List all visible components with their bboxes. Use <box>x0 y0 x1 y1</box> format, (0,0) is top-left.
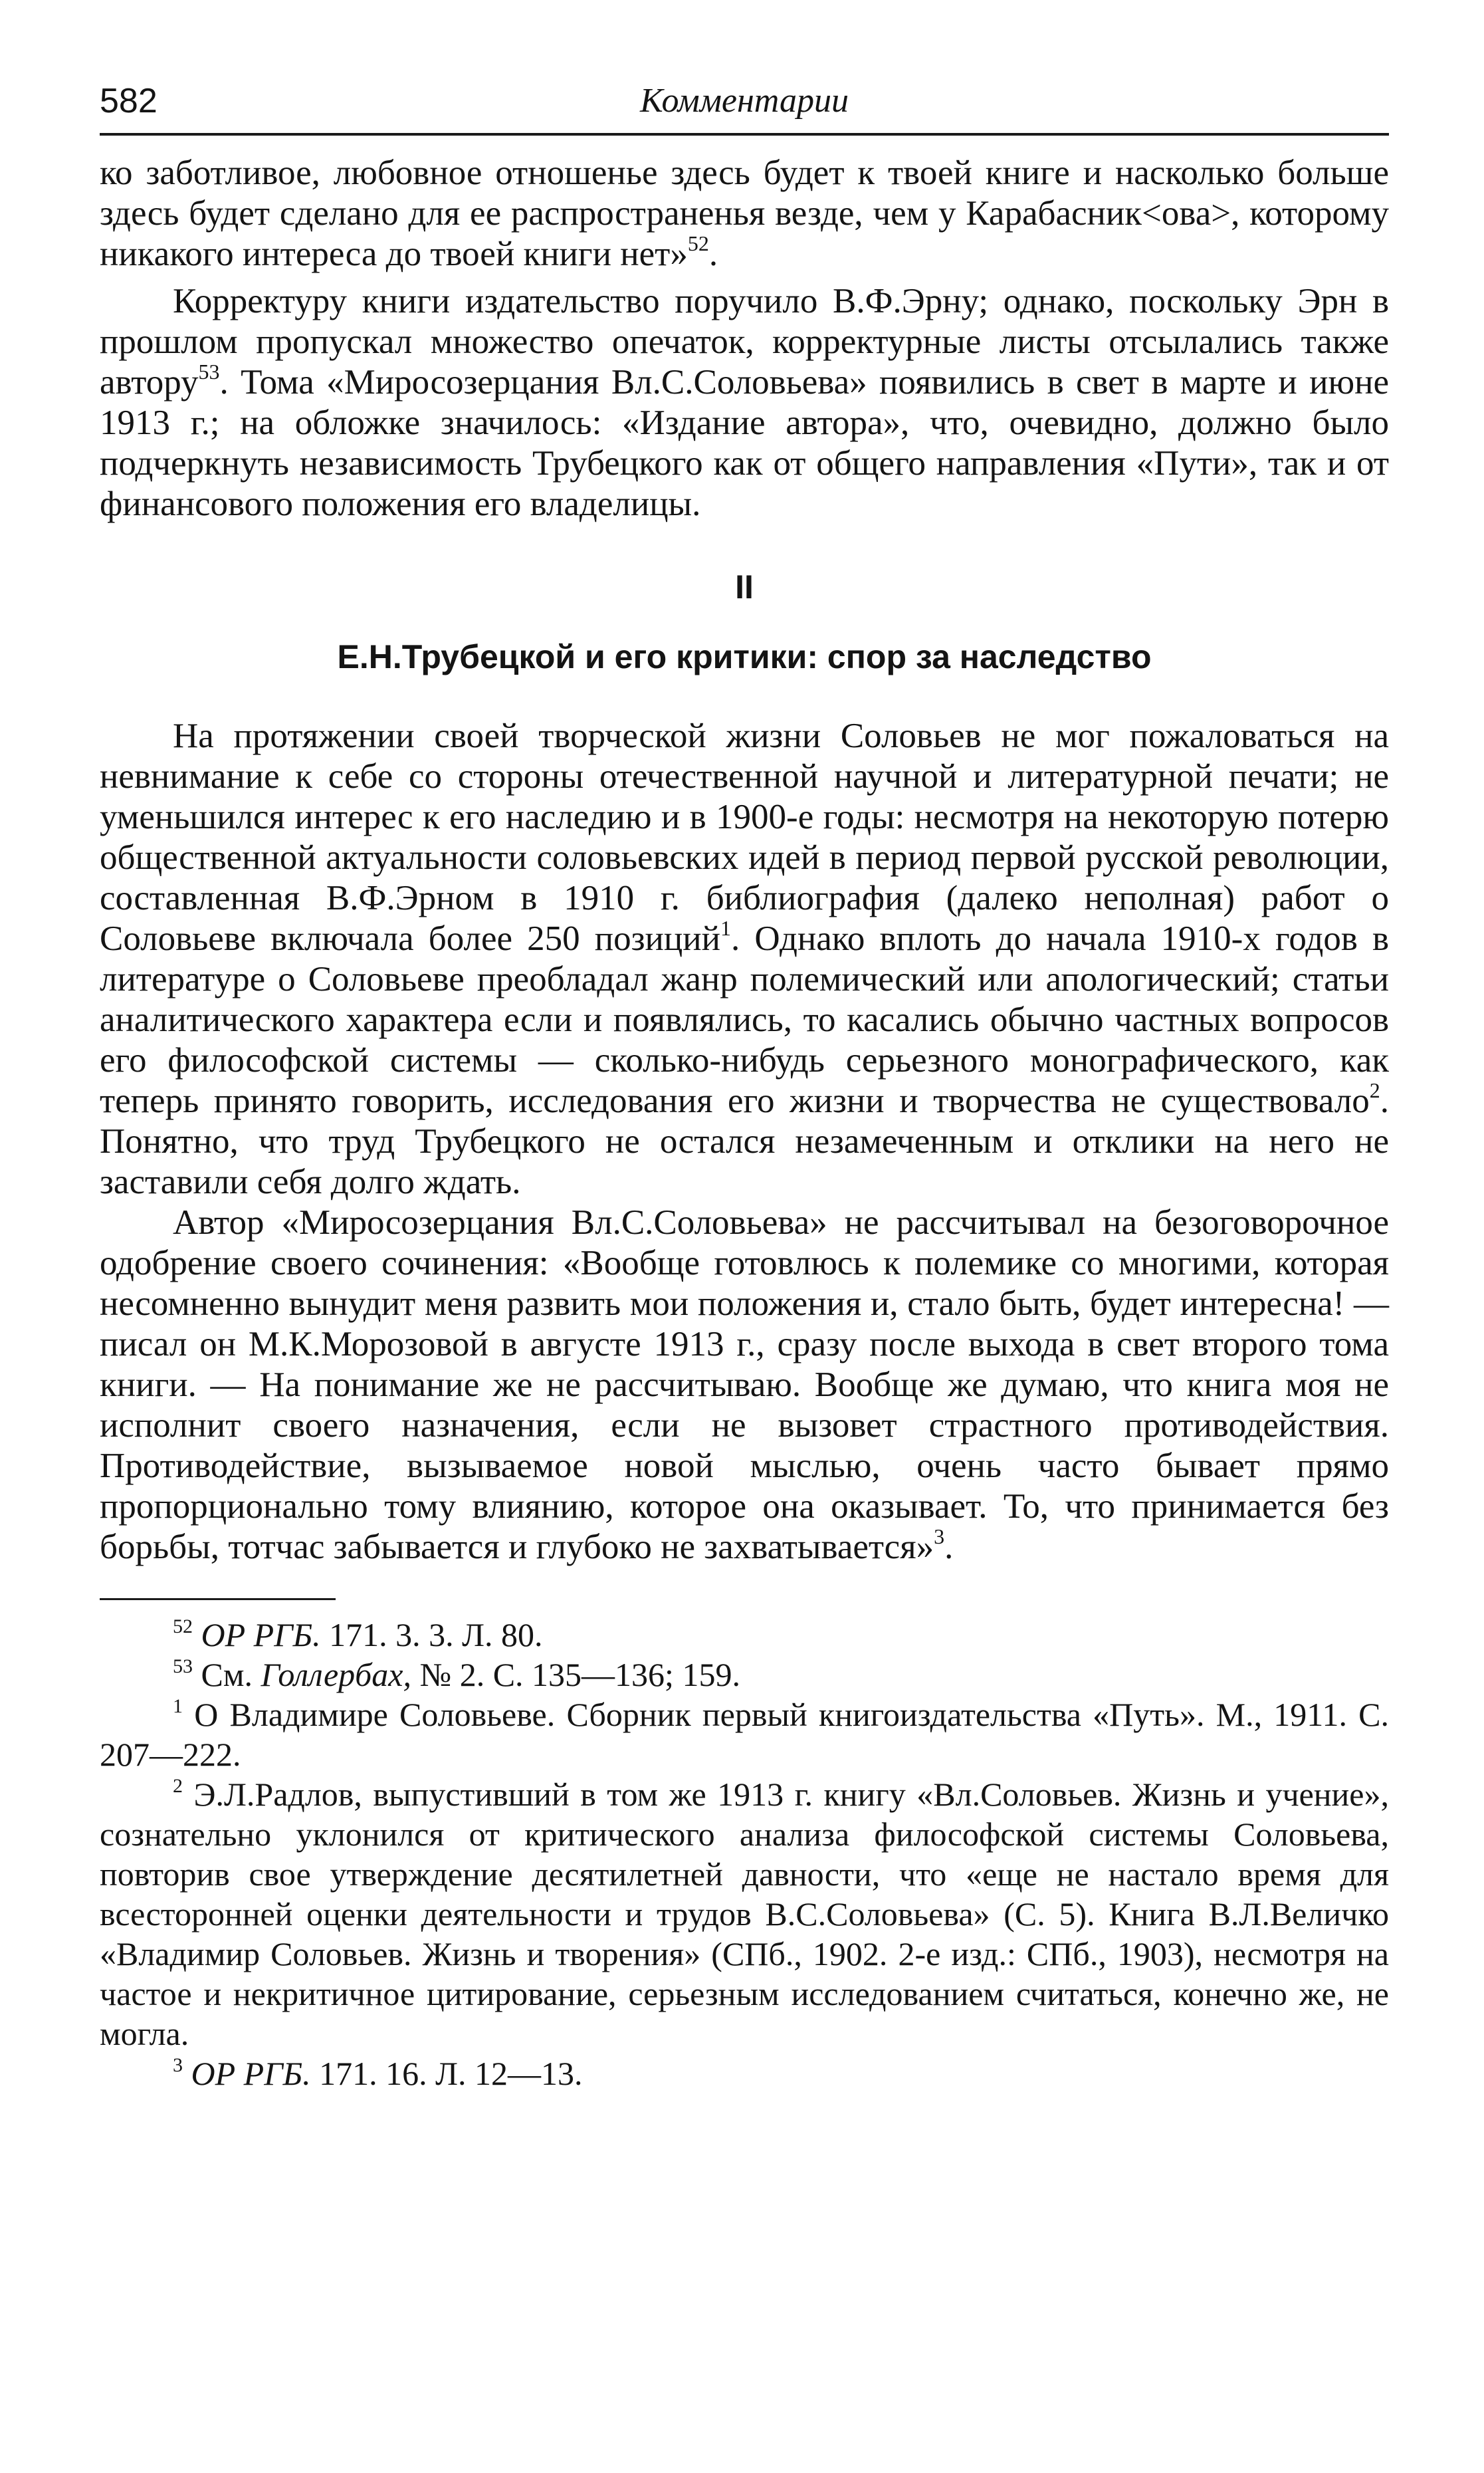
footnote-divider <box>100 1598 336 1600</box>
footnote-ref: 53 <box>198 360 220 384</box>
footnote-ref: 3 <box>934 1524 945 1548</box>
footnotes <box>100 1615 1389 2093</box>
section-number: II <box>735 568 754 606</box>
page-header <box>100 73 1389 136</box>
paragraph-author-quote: Автор «Миросозерцания Вл.С.Соловьева» не рассчитывал на безоговорочное одобрение своего сочинения: «Вообще готовлюсь к полемике со многими, которая несомненно вынудит меня развить мои положения и, стало быть, будет интересна! — писал он М.К.Морозовой в августе 1913 г., сразу после выхода в свет второго тома книги. — На понимание же не рассчитываю. Вообще же думаю, что книга моя не исполнит своего назначения, если не вызовет страстного противодействия. Противодействие, вызываемое новой мыслью, очень часто бывает прямо пропорционально тому влиянию, которое она оказывает. То, что принимается без борьбы, тотчас забывается и глубоко не захватывается»$^3$. <box>100 1203 1389 1566</box>
paragraph-reception: На протяжении своей творческой жизни Соловьев не мог пожаловаться на невнимание к себе со стороны отечественной научной и литературной печати; не уменьшился интерес к его наследию и в 1900-е годы: несмотря на некоторую потерю общественной актуальности соловьевских идей в период первой русской революции, составленная В.Ф.Эрном в 1910 г. библиография (далеко неполная) работ о Соловьеве включала более 250 позиций$^1$. Однако вплоть до начала 1910-х годов в литературе о Соловьеве преобладал жанр полемический или апологический; статьи аналитического характера если и появлялись, то касались обычно частных вопросов его философской системы — сколько-нибудь серьезного монографического, как теперь принято говорить, исследования его жизни и творчества не существовало$^2$. Понятно, что труд Трубецкого не остался незамеченным и отклики на него не заставили себя долго ждать. <box>100 717 1389 1201</box>
paragraph-continued: ко заботливое, любовное отношенье здесь будет к твоей книге и насколько больше здесь будет сделано для ее распространенья везде, чем у Карабасник<ова>, которому никакого интереса до твоей книги нет»$^{52}$. <box>100 154 1389 273</box>
main-text <box>100 153 1389 1568</box>
footnote-1: $^1$ О Владимире Соловьеве. Сборник первый книгоиздательства «Путь». М., 1911. С. 207—222. <box>100 1695 1389 1773</box>
footnote-ref: 1 <box>720 916 731 940</box>
footnote-52: $^{52}$ ОР РГБ. 171. 3. 3. Л. 80. <box>173 1615 543 1653</box>
footnote-2: $^2$ Э.Л.Радлов, выпустивший в том же 1913 г. книгу «Вл.Соловьев. Жизнь и учение», сознательно уклонился от критического анализа философской системы Соловьева, повторив свое утверждение десятилетней давности, что «еще не настало время для всесторонней оценки деятельности и трудов В.С.Соловьева» (С. 5). Книга В.Л.Величко «Владимир Соловьев. Жизнь и творения» (СПб., 1902. 2-е изд.: СПб., 1903), несмотря на частое и некритичное цитирование, серьезным исследованием считаться, конечно же, не могла. <box>100 1775 1389 2052</box>
footnote-ref: 2 <box>1369 1078 1380 1102</box>
running-head: Комментарии <box>639 82 849 120</box>
page-number: 582 <box>100 82 158 120</box>
book-page <box>100 73 1389 2093</box>
paragraph-proofreading: Корректуру книги издательство поручило В.Ф.Эрну; однако, поскольку Эрн в прошлом пропускал множество опечаток, корректурные листы отсылались также автору$^{53}$. Тома «Миросозерцания Вл.С.Соловьева» появились в свет в марте и июне 1913 г.; на обложке значилось: «Издание автора», что, очевидно, должно было подчеркнуть независимость Трубецкого как от общего направления «Пути», так и от финансового положения его владелицы. <box>100 282 1389 523</box>
section-title: Е.Н.Трубецкой и его критики: спор за наследство <box>337 638 1152 675</box>
footnote-53: $^{53}$ См. Голлербах, № 2. С. 135—136; 159. <box>173 1655 740 1693</box>
footnote-ref: 52 <box>687 231 709 255</box>
footnote-3: $^3$ ОР РГБ. 171. 16. Л. 12—13. <box>173 2054 583 2092</box>
